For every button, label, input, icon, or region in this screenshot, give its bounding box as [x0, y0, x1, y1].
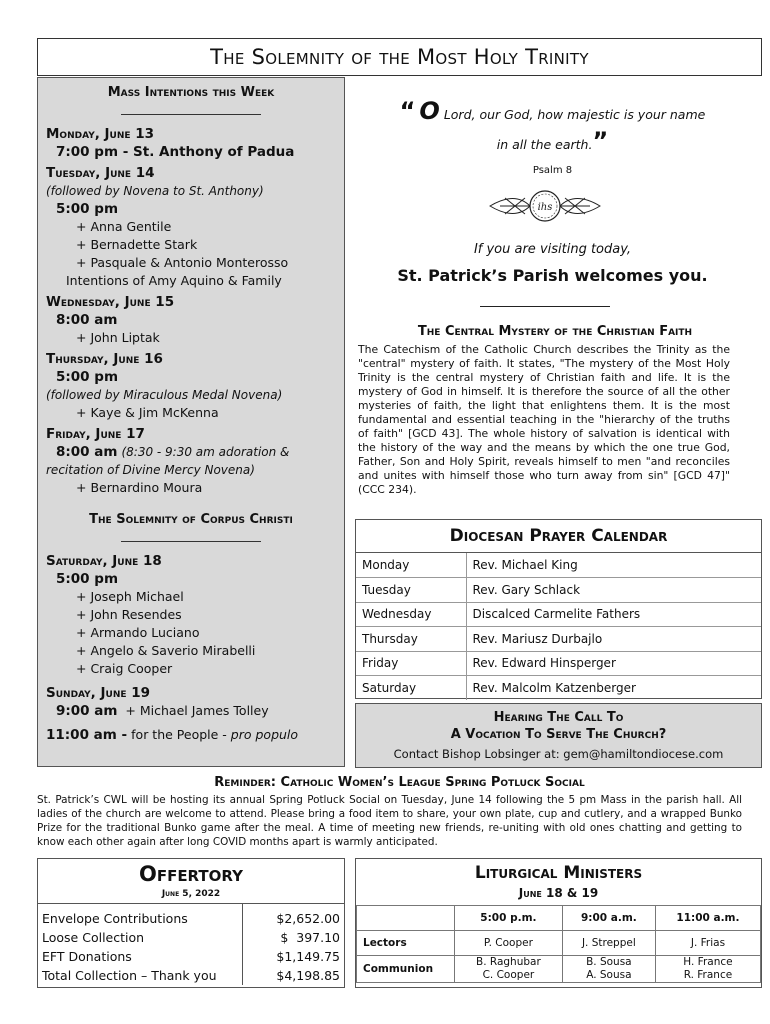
empty-cell — [357, 906, 455, 931]
quote-source: Psalm 8 — [532, 165, 573, 176]
minister-name: R. France — [683, 969, 733, 981]
mass-time: 5:00 pm — [56, 571, 119, 587]
mass-time: 8:00 am — [56, 312, 118, 328]
offertory-label: Envelope Contributions — [42, 911, 188, 926]
intention-name: + Armando Luciano — [76, 625, 200, 640]
intention-name: Intentions of Amy Aquino & Family — [66, 273, 282, 288]
vocation-contact: Contact Bishop Lobsinger at: gem@hamiltondiocese.com — [393, 747, 724, 761]
calendar-day: Thursday — [356, 627, 466, 652]
minister-name: J. Frias — [655, 931, 760, 956]
ministers-date: June 18 & 19 — [518, 886, 599, 900]
intention-name: + Kaye & Jim McKenna — [76, 405, 219, 420]
intention-name: + Craig Cooper — [76, 661, 173, 676]
scripture-quote — [355, 98, 750, 158]
prayer-calendar-table — [356, 553, 761, 700]
minister-names — [562, 956, 655, 983]
day-heading: Tuesday, June 14 — [46, 165, 155, 181]
calendar-day: Saturday — [356, 676, 466, 701]
quote-line: Lord, our God, how majestic is your name — [443, 107, 706, 122]
close-quote-mark: ” — [592, 127, 609, 155]
minister-names — [655, 956, 760, 983]
minister-names — [455, 956, 563, 983]
mass-time: 8:00 am — [56, 444, 118, 460]
vocation-line: A Vocation To Serve The Church? — [450, 727, 667, 742]
minister-name: B. Sousa — [586, 956, 632, 968]
role-label: Lectors — [357, 931, 455, 956]
calendar-name: Rev. Michael King — [466, 553, 761, 578]
offertory-label: Loose Collection — [42, 930, 145, 945]
offertory-box — [37, 858, 345, 988]
calendar-day: Monday — [356, 553, 466, 578]
ministers-header: Liturgical Ministers — [474, 863, 643, 883]
offertory-header: Offertory — [138, 862, 244, 886]
vocation-line: Hearing The Call To — [493, 710, 624, 725]
mystery-header: The Central Mystery of the Christian Faith — [417, 324, 693, 339]
table-row — [356, 627, 761, 652]
intention-name: + Pasquale & Antonio Monterosso — [76, 255, 289, 270]
intention-name: + Michael James Tolley — [125, 703, 269, 718]
quote-line: in all the earth. — [496, 137, 593, 152]
table-row — [356, 651, 761, 676]
mass-time: 11:00 am - — [46, 727, 128, 743]
table-row — [356, 578, 761, 603]
table-row — [356, 676, 761, 701]
quote-initial: O — [419, 97, 440, 125]
offertory-table — [38, 903, 344, 985]
intention-name: + Anna Gentile — [76, 219, 172, 234]
calendar-day: Friday — [356, 651, 466, 676]
vocation-box — [355, 703, 762, 768]
offertory-amount: $4,198.85 — [242, 966, 344, 985]
day-heading: Sunday, June 19 — [46, 685, 150, 701]
table-row — [38, 928, 344, 947]
intention-name: + Joseph Michael — [76, 589, 184, 604]
mass-note: (followed by Novena to St. Anthony) — [46, 184, 264, 198]
ministers-table — [356, 905, 761, 983]
minister-name: H. France — [683, 956, 733, 968]
mass-intentions-header: Mass Intentions this Week — [107, 85, 275, 100]
mass-time: 9:00 am — [56, 703, 118, 719]
table-row — [357, 906, 761, 931]
page-title: The Solemnity of the Most Holy Trinity — [37, 38, 762, 76]
mass-time: 7:00 pm - St. Anthony of Padua — [56, 144, 295, 160]
mass-note: (followed by Miraculous Medal Novena) — [46, 388, 283, 402]
day-heading: Monday, June 13 — [46, 126, 155, 142]
svg-text:ihs: ihs — [537, 202, 553, 213]
corpus-christi-header: The Solemnity of Corpus Christi — [89, 512, 293, 527]
day-heading: Friday, June 17 — [46, 426, 145, 442]
mass-time: 5:00 pm — [56, 201, 119, 217]
calendar-name: Discalced Carmelite Fathers — [466, 602, 761, 627]
divider — [480, 306, 610, 307]
mass-time-header: 5:00 p.m. — [455, 906, 563, 931]
latin-text: pro populo — [230, 727, 299, 742]
day-heading: Thursday, June 16 — [46, 351, 163, 367]
divider — [121, 114, 261, 115]
open-quote-mark: “ — [399, 97, 416, 125]
table-row — [38, 966, 344, 985]
welcome-text: St. Patrick’s Parish welcomes you. — [397, 266, 708, 285]
intention-name: + John Liptak — [76, 330, 160, 345]
offertory-amount: $ 397.10 — [242, 928, 344, 947]
prayer-calendar — [355, 519, 762, 699]
intention-name: + Bernardino Moura — [76, 480, 203, 495]
mass-time-header: 11:00 a.m. — [655, 906, 760, 931]
table-row — [38, 904, 344, 929]
calendar-day: Wednesday — [356, 602, 466, 627]
day-heading: Wednesday, June 15 — [46, 294, 175, 310]
calendar-name: Rev. Edward Hinsperger — [466, 651, 761, 676]
cwl-header: Reminder: Catholic Women’s League Spring Potluck Social — [214, 775, 585, 790]
calendar-name: Rev. Mariusz Durbajlo — [466, 627, 761, 652]
calendar-name: Rev. Malcolm Katzenberger — [472, 681, 636, 695]
table-row — [356, 553, 761, 578]
intention-name: + Bernadette Stark — [76, 237, 198, 252]
cwl-body: St. Patrick’s CWL will be hosting its annual Spring Potluck Social on Tuesday, June 14 following the 5 pm Mass in the parish hall. All ladies of the church are welcome to attend. Please bring a food item to share, your own plate, cup and cutlery, and a wrapped Bunko Prize for the traditional Bunko game after the meal. A time of meeting new friends, re-uniting with old ones chatting and getting to know each other again after long COVID months apart is warmly anticipated. — [37, 794, 742, 848]
minister-name: J. Streppel — [562, 931, 655, 956]
prayer-calendar-header: Diocesan Prayer Calendar — [356, 520, 761, 553]
mass-time: 5:00 pm — [56, 369, 119, 385]
offertory-amount: $2,652.00 — [242, 904, 344, 929]
day-heading: Saturday, June 18 — [46, 553, 162, 569]
divider — [121, 541, 261, 542]
ihs-emblem-icon — [485, 186, 605, 226]
minister-name: A. Sousa — [586, 969, 632, 981]
offertory-label: Total Collection – Thank you — [42, 968, 217, 983]
calendar-name: Rev. Gary Schlack — [466, 578, 761, 603]
table-row — [38, 947, 344, 966]
mass-note: (8:30 - 9:30 am adoration & recitation of Divine Mercy Novena) — [46, 445, 290, 477]
mass-time-header: 9:00 a.m. — [562, 906, 655, 931]
role-label: Communion — [357, 956, 455, 983]
calendar-day: Tuesday — [356, 578, 466, 603]
intention-name: + John Resendes — [76, 607, 182, 622]
intention-name: for the People - — [131, 727, 227, 742]
table-row — [356, 602, 761, 627]
offertory-label: EFT Donations — [42, 949, 132, 964]
offertory-date: June 5, 2022 — [161, 889, 221, 899]
mass-intentions-panel — [37, 77, 345, 767]
table-row — [357, 956, 761, 983]
visiting-text: If you are visiting today, — [473, 242, 632, 257]
offertory-amount: $1,149.75 — [242, 947, 344, 966]
table-row — [357, 931, 761, 956]
minister-name: B. Raghubar — [476, 956, 541, 968]
mystery-body: The Catechism of the Catholic Church describes the Trinity as the "central" mystery of faith. It states, "The mystery of the Most Holy Trinity is the central mystery of Christian faith and life. It is the mystery of God in himself. It is therefore the source of all the other mysteries of faith, the light that enlightens them. It is the most fundamental and essential teaching in the "hierarchy of the truths of faith" [GCD 43]. The whole history of salvation is identical with the history of the way and the means by which the one true God, Father, Son and Holy Spirit, reveals himself to men "and reconciles and unites with himself those who turn away from sin" [GCD 47]" (CCC 234). — [358, 343, 730, 496]
minister-name: C. Cooper — [482, 969, 535, 981]
liturgical-ministers-box — [355, 858, 762, 988]
minister-name: P. Cooper — [455, 931, 563, 956]
intention-name: + Angelo & Saverio Mirabelli — [76, 643, 256, 658]
